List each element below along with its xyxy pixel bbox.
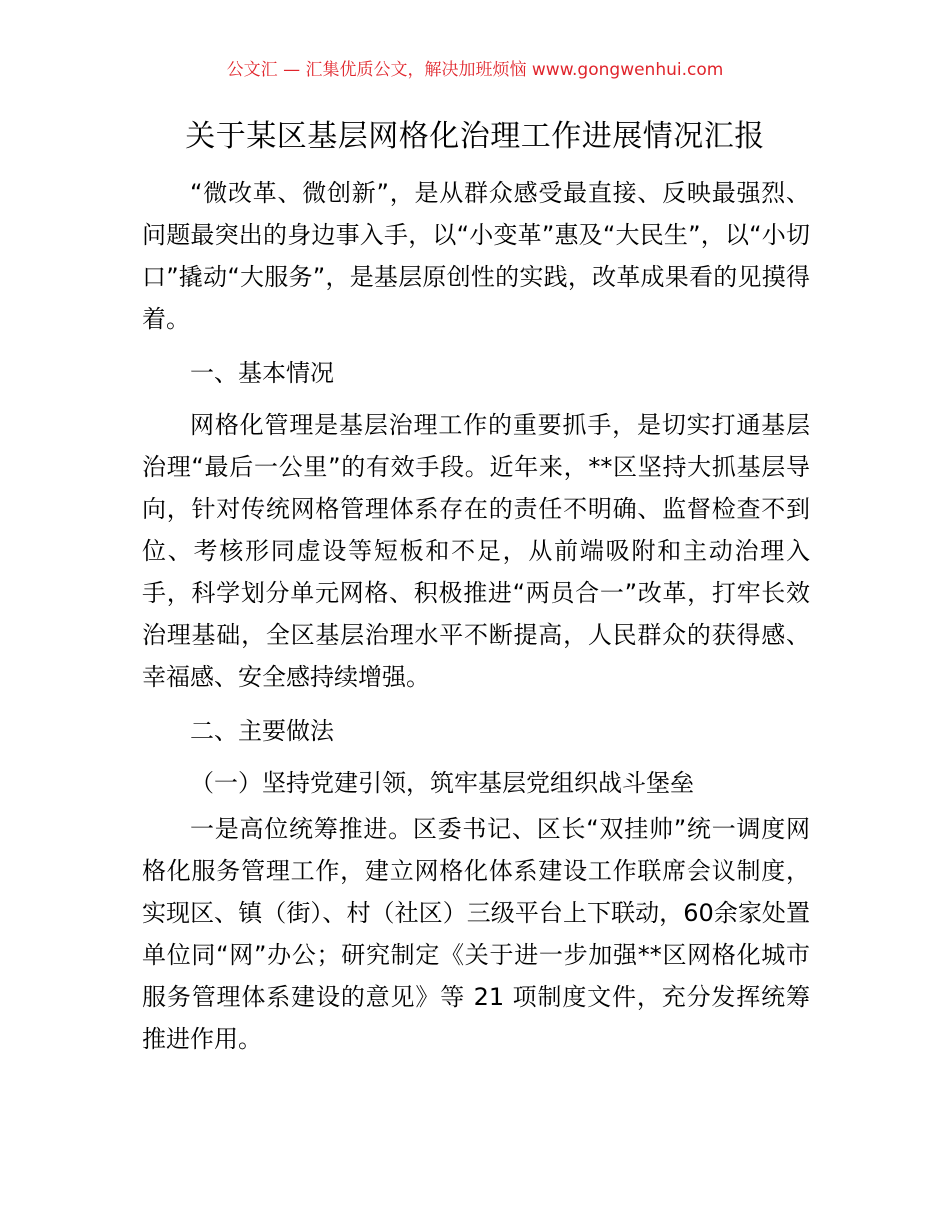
intro-paragraph: “微改革、微创新”，是从群众感受最直接、反映最强烈、问题最突出的身边事入手，以“小变革”惠及“大民生”，以“小切口”撬动“大服务”，是基层原创性的实践，改革成果看的见摸得着。 bbox=[142, 179, 810, 333]
subsection-heading-party-building: （一）坚持党建引领，筑牢基层党组织战斗堡垒 bbox=[190, 769, 694, 797]
site-banner: 公文汇 — 汇集优质公文，解决加班烦恼 www.gongwenhui.com bbox=[226, 60, 724, 80]
document-body bbox=[142, 172, 810, 1060]
section-heading-basic-situation: 一、基本情况 bbox=[190, 359, 334, 387]
subsection-party-building-paragraph: 一是高位统筹推进。区委书记、区长“双挂帅”统一调度网格化服务管理工作，建立网格化体系建设工作联席会议制度，实现区、镇（街）、村（社区）三级平台上下联动，60余家处置单位同“网”办公；研究制定《关于进一步加强**区网格化城市服务管理体系建设的意见》等 21 项制度文件，充分发挥统筹推进作用。 bbox=[142, 815, 810, 1053]
section-basic-situation-paragraph: 网格化管理是基层治理工作的重要抓手，是切实打通基层治理“最后一公里”的有效手段。近年来，**区坚持大抓基层导向，针对传统网格管理体系存在的责任不明确、监督检查不到位、考核形同虚设等短板和不足，从前端吸附和主动治理入手，科学划分单元网格、积极推进“两员合一”改革，打牢长效治理基础，全区基层治理水平不断提高，人民群众的获得感、幸福感、安全感持续增强。 bbox=[142, 411, 810, 691]
document-title: 关于某区基层网格化治理工作进展情况汇报 bbox=[185, 119, 765, 154]
section-heading-main-practices: 二、主要做法 bbox=[190, 717, 334, 745]
